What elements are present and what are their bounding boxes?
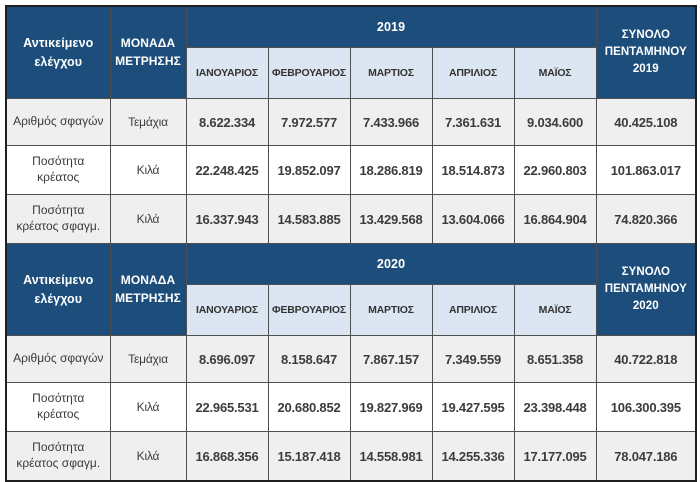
header-row-year-2019	[6, 6, 696, 48]
row-label: Ποσότητα κρέατος	[6, 383, 110, 432]
row-unit: Κιλά	[110, 146, 186, 195]
data-cell: 22.965.531	[186, 383, 268, 432]
header-row-year-2020	[6, 244, 696, 285]
column-header-total-2020: ΣΥΝΟΛΟ ΠΕΝΤΑΜΗΝΟΥ 2020	[596, 244, 696, 336]
data-cell: 7.361.631	[432, 99, 514, 146]
row-label: Ποσότητα κρέατος	[6, 146, 110, 195]
data-cell: 9.034.600	[514, 99, 596, 146]
data-cell: 7.349.559	[432, 336, 514, 383]
row-label: Ποσότητα κρέατος σφαγμ.	[6, 432, 110, 482]
data-cell: 19.852.097	[268, 146, 350, 195]
year-banner-2019: 2019	[186, 6, 596, 48]
table-row-meat-quantity-slaughtered-2020	[6, 432, 696, 482]
month-header-february: ΦΕΒΡΟΥΑΡΙΟΣ	[268, 48, 350, 99]
data-cell: 13.429.568	[350, 195, 432, 244]
month-header-april: ΑΠΡΙΛΙΟΣ	[432, 285, 514, 336]
column-header-object: Αντικείμενο ελέγχου	[6, 244, 110, 336]
total-cell: 101.863.017	[596, 146, 696, 195]
month-header-january: ΙΑΝΟΥΑΡΙΟΣ	[186, 285, 268, 336]
total-cell: 74.820.366	[596, 195, 696, 244]
table-row-slaughters-2020	[6, 336, 696, 383]
section-2019	[6, 6, 696, 244]
data-cell: 8.622.334	[186, 99, 268, 146]
data-cell: 23.398.448	[514, 383, 596, 432]
data-cell: 14.583.885	[268, 195, 350, 244]
month-header-may: ΜΑΪΟΣ	[514, 48, 596, 99]
table-row-meat-quantity-2020	[6, 383, 696, 432]
data-cell: 8.158.647	[268, 336, 350, 383]
column-header-unit: ΜΟΝΑΔΑ ΜΕΤΡΗΣΗΣ	[110, 6, 186, 99]
data-cell: 14.255.336	[432, 432, 514, 482]
data-cell: 22.960.803	[514, 146, 596, 195]
data-cell: 20.680.852	[268, 383, 350, 432]
slaughter-statistics-table	[5, 5, 697, 482]
total-cell: 106.300.395	[596, 383, 696, 432]
row-label: Ποσότητα κρέατος σφαγμ.	[6, 195, 110, 244]
data-cell: 8.696.097	[186, 336, 268, 383]
data-cell: 18.286.819	[350, 146, 432, 195]
row-unit: Κιλά	[110, 195, 186, 244]
table-row-meat-quantity-slaughtered-2019	[6, 195, 696, 244]
data-cell: 14.558.981	[350, 432, 432, 482]
month-header-may: ΜΑΪΟΣ	[514, 285, 596, 336]
section-2020	[6, 244, 696, 482]
data-cell: 7.867.157	[350, 336, 432, 383]
row-label: Αριθμός σφαγών	[6, 336, 110, 383]
row-unit: Κιλά	[110, 383, 186, 432]
data-cell: 16.868.356	[186, 432, 268, 482]
month-header-march: ΜΑΡΤΙΟΣ	[350, 285, 432, 336]
column-header-unit: ΜΟΝΑΔΑ ΜΕΤΡΗΣΗΣ	[110, 244, 186, 336]
total-cell: 40.722.818	[596, 336, 696, 383]
month-header-march: ΜΑΡΤΙΟΣ	[350, 48, 432, 99]
month-header-january: ΙΑΝΟΥΑΡΙΟΣ	[186, 48, 268, 99]
table-row-slaughters-2019	[6, 99, 696, 146]
data-cell: 17.177.095	[514, 432, 596, 482]
data-cell: 18.514.873	[432, 146, 514, 195]
data-cell: 22.248.425	[186, 146, 268, 195]
table-row-meat-quantity-2019	[6, 146, 696, 195]
data-cell: 8.651.358	[514, 336, 596, 383]
column-header-total-2019: ΣΥΝΟΛΟ ΠΕΝΤΑΜΗΝΟΥ 2019	[596, 6, 696, 99]
data-cell: 19.427.595	[432, 383, 514, 432]
data-cell: 16.337.943	[186, 195, 268, 244]
data-cell: 15.187.418	[268, 432, 350, 482]
row-unit: Τεμάχια	[110, 99, 186, 146]
total-cell: 40.425.108	[596, 99, 696, 146]
data-cell: 19.827.969	[350, 383, 432, 432]
year-banner-2020: 2020	[186, 244, 596, 285]
total-cell: 78.047.186	[596, 432, 696, 482]
month-header-february: ΦΕΒΡΟΥΑΡΙΟΣ	[268, 285, 350, 336]
column-header-object: Αντικείμενο ελέγχου	[6, 6, 110, 99]
data-cell: 13.604.066	[432, 195, 514, 244]
data-cell: 7.972.577	[268, 99, 350, 146]
data-cell: 16.864.904	[514, 195, 596, 244]
row-unit: Τεμάχια	[110, 336, 186, 383]
data-cell: 7.433.966	[350, 99, 432, 146]
row-unit: Κιλά	[110, 432, 186, 482]
month-header-april: ΑΠΡΙΛΙΟΣ	[432, 48, 514, 99]
row-label: Αριθμός σφαγών	[6, 99, 110, 146]
